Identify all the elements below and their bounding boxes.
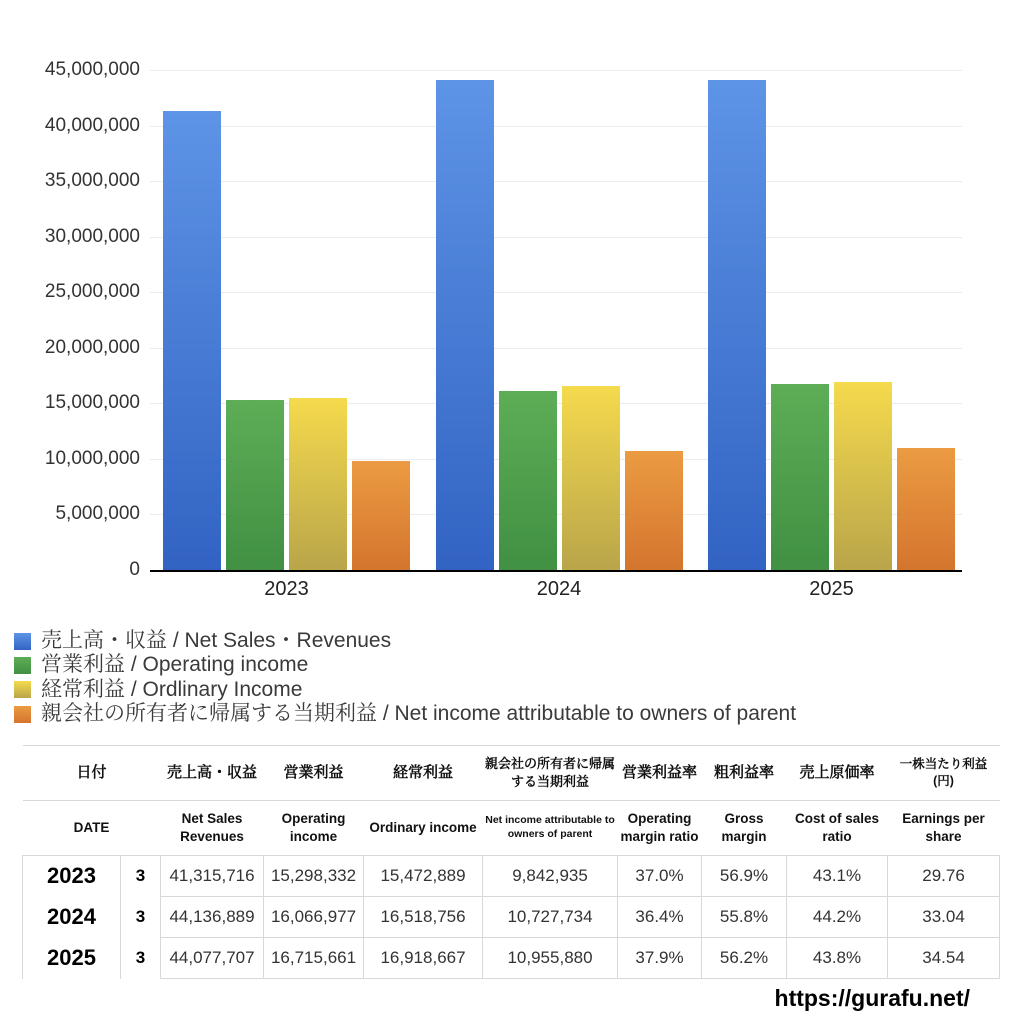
gridline — [150, 126, 962, 127]
table-cell: 41,315,716 — [161, 856, 264, 897]
y-axis-tick-label: 35,000,000 — [44, 170, 140, 192]
gridline — [150, 181, 962, 182]
month-cell: 3 — [121, 938, 161, 979]
x-axis-tick-label: 2025 — [809, 578, 854, 600]
table-cell: 9,842,935 — [483, 856, 618, 897]
y-axis-tick-label: 5,000,000 — [55, 503, 140, 525]
table-cell: 44,136,889 — [161, 897, 264, 938]
year-cell: 2023 — [23, 856, 121, 897]
financial-table — [22, 745, 1000, 979]
table-cell: 56.9% — [702, 856, 787, 897]
y-axis-tick-label: 10,000,000 — [44, 447, 140, 469]
chart-legend — [14, 629, 796, 726]
table-cell: 16,715,661 — [264, 938, 364, 979]
x-axis-tick-label: 2023 — [264, 578, 309, 600]
table-cell: 43.1% — [787, 856, 888, 897]
month-cell: 3 — [121, 897, 161, 938]
table-cell: 15,298,332 — [264, 856, 364, 897]
table-cell: 44,077,707 — [161, 938, 264, 979]
legend-color-swatch — [14, 681, 31, 698]
table-cell: 56.2% — [702, 938, 787, 979]
table-row — [23, 856, 1000, 897]
legend-item-label: 親会社の所有者に帰属する当期利益 / Net income attributable to owners of parent — [41, 702, 797, 726]
y-axis-tick-label: 20,000,000 — [44, 336, 140, 358]
footer-site-url[interactable]: https://gurafu.net/ — [774, 985, 970, 1011]
table-cell: 29.76 — [888, 856, 1000, 897]
table-cell: 16,518,756 — [364, 897, 483, 938]
table-header-cell: 売上高・収益 — [161, 746, 264, 801]
gridline — [150, 70, 962, 71]
month-cell: 3 — [121, 856, 161, 897]
bar — [834, 382, 892, 570]
bar — [289, 398, 347, 570]
bar — [226, 400, 284, 570]
bar — [771, 384, 829, 570]
y-axis-tick-label: 40,000,000 — [44, 114, 140, 136]
table-header-cell: 一株当たり利益(円) — [888, 746, 1000, 801]
legend-item — [14, 678, 796, 702]
table-header-cell: Cost of sales ratio — [787, 801, 888, 856]
table-header-cell: 売上原価率 — [787, 746, 888, 801]
table-header-cell: DATE — [23, 801, 161, 856]
table-cell: 10,727,734 — [483, 897, 618, 938]
table-header-cell: 営業利益 — [264, 746, 364, 801]
table-header-cell: Ordinary income — [364, 801, 483, 856]
gridline — [150, 348, 962, 349]
table-cell: 16,066,977 — [264, 897, 364, 938]
table-header-cell: Operating income — [264, 801, 364, 856]
legend-color-swatch — [14, 633, 31, 650]
legend-item-label: 経常利益 / Ordlinary Income — [41, 677, 303, 701]
table-header-cell: Gross margin — [702, 801, 787, 856]
year-cell: 2025 — [23, 938, 121, 979]
table-cell: 43.8% — [787, 938, 888, 979]
table-cell: 16,918,667 — [364, 938, 483, 979]
table-header-cell: 親会社の所有者に帰属する当期利益 — [483, 746, 618, 801]
table-row — [23, 938, 1000, 979]
bar — [562, 386, 620, 570]
table-row — [23, 897, 1000, 938]
table-header-cell: Net Sales Revenues — [161, 801, 264, 856]
table-cell: 37.0% — [618, 856, 702, 897]
bar — [352, 461, 410, 570]
x-axis-tick-label: 2024 — [536, 578, 582, 600]
table-header-cell: 日付 — [23, 746, 161, 801]
legend-item — [14, 702, 796, 726]
bar — [625, 451, 683, 570]
legend-item — [14, 629, 796, 653]
gridline — [150, 292, 962, 293]
y-axis-tick-label: 0 — [129, 559, 140, 580]
table-header-cell: 経常利益 — [364, 746, 483, 801]
table-cell: 33.04 — [888, 897, 1000, 938]
table-header-row-japanese — [23, 746, 1000, 801]
legend-item-label: 売上高・収益 / Net Sales・Revenues — [41, 629, 392, 653]
y-axis-tick-label: 45,000,000 — [44, 59, 140, 80]
bar — [163, 111, 221, 570]
table-cell: 36.4% — [618, 897, 702, 938]
y-axis-tick-label: 15,000,000 — [44, 392, 140, 414]
table-header-cell: Earnings per share — [888, 801, 1000, 856]
table-cell: 44.2% — [787, 897, 888, 938]
bar — [499, 391, 557, 570]
y-axis-tick-label: 30,000,000 — [44, 225, 140, 247]
table-header-cell: Operating margin ratio — [618, 801, 702, 856]
table-header-cell: 営業利益率 — [618, 746, 702, 801]
bar — [708, 80, 766, 570]
legend-item — [14, 653, 796, 677]
table-header — [23, 746, 1000, 856]
table-cell: 15,472,889 — [364, 856, 483, 897]
x-axis-line — [150, 570, 962, 572]
table-cell: 55.8% — [702, 897, 787, 938]
table-cell: 34.54 — [888, 938, 1000, 979]
bar — [436, 80, 494, 570]
legend-item-label: 営業利益 / Operating income — [41, 653, 309, 677]
y-axis-tick-label: 25,000,000 — [44, 281, 140, 303]
gridline — [150, 237, 962, 238]
legend-color-swatch — [14, 706, 31, 723]
table-header-cell: Net income attributable to owners of parent — [483, 801, 618, 856]
bar — [897, 448, 955, 570]
table-body — [23, 856, 1000, 979]
table-header-cell: 粗利益率 — [702, 746, 787, 801]
year-cell: 2024 — [23, 897, 121, 938]
table-cell: 10,955,880 — [483, 938, 618, 979]
table-header-row-english — [23, 801, 1000, 856]
table-cell: 37.9% — [618, 938, 702, 979]
legend-color-swatch — [14, 657, 31, 674]
